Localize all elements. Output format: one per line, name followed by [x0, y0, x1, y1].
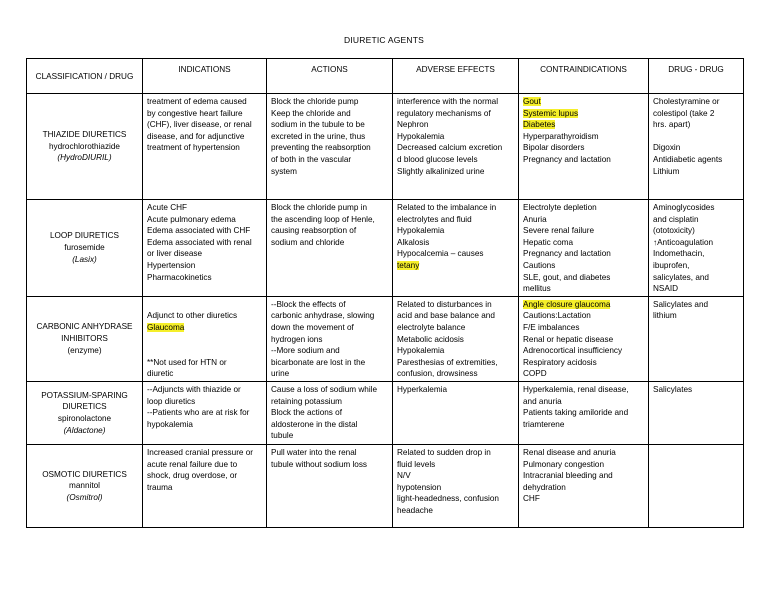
cell-line: Salicylates [653, 384, 693, 394]
adverse-effects-cell [393, 94, 519, 200]
cell-line: tubule without sodium loss [271, 459, 368, 469]
brand-name: (HydroDIURIL) [57, 153, 112, 163]
cell-line: mellitus [523, 284, 551, 294]
cell-line: Hepatic coma [523, 237, 574, 247]
indications-cell [143, 296, 267, 381]
cell-line: Anuria [523, 214, 547, 224]
cell-line: Metabolic acidosis [397, 334, 464, 344]
cell-line: Adrenocortical insufficiency [523, 346, 623, 356]
cell-line: triamterene [523, 419, 565, 429]
cell-line: (CHF), liver disease, or renal [147, 120, 252, 130]
adverse-effects-cell [393, 381, 519, 444]
cell-line: Respiratory acidosis [523, 357, 597, 367]
cell-line: headache [397, 505, 433, 515]
cell-line: NSAID [653, 284, 679, 294]
cell-line: Severe renal failure [523, 226, 594, 236]
contraindications-cell [519, 381, 649, 444]
highlighted-text: Glaucoma [147, 322, 185, 332]
header-actions: ACTIONS [267, 59, 393, 94]
cell-line: Edema associated with renal [147, 237, 252, 247]
actions-cell [267, 296, 393, 381]
cell-line: Edema associated with CHF [147, 226, 251, 236]
cell-line: F/E imbalances [523, 322, 580, 332]
cell-line: **Not used for HTN or [147, 357, 227, 367]
classification-name: OSMOTIC DIURETICS [42, 469, 127, 479]
cell-line: Hypokalemia [397, 131, 445, 141]
cell-line: light-headedness, confusion [397, 494, 499, 504]
cell-line: down the movement of [271, 322, 354, 332]
adverse-effects-cell [393, 444, 519, 527]
cell-line: loop diuretics [147, 396, 196, 406]
classification-cell [27, 381, 143, 444]
cell-line: Hypokalemia [397, 346, 445, 356]
drug-name: hydrochlorothiazide [48, 141, 120, 151]
drug-name: mannitol [69, 481, 100, 491]
cell-line: acute renal failure due to [147, 459, 238, 469]
cell-line: Block the chloride pump [271, 97, 359, 106]
cell-line: tubule [271, 431, 294, 441]
drug-name: (enzyme) [67, 345, 102, 355]
cell-line: by congestive heart failure [147, 108, 243, 118]
cell-line: Hyperkalemia, renal disease, [523, 384, 629, 394]
cell-line: ibuprofen, [653, 260, 690, 270]
actions-cell [267, 200, 393, 297]
cell-line: Slightly alkalinized urine [397, 166, 485, 176]
adverse-effects-cell [393, 296, 519, 381]
cell-line: treatment of edema caused [147, 97, 247, 106]
adverse-effects-cell [393, 200, 519, 297]
cell-line: urine [271, 369, 290, 379]
cell-line: or liver disease [147, 249, 203, 259]
highlighted-text: Systemic lupus [523, 108, 579, 118]
highlighted-text: Angle closure glaucoma [523, 299, 611, 309]
cell-line: Renal or hepatic disease [523, 334, 614, 344]
cell-line: disease, and for adjunctive [147, 131, 245, 141]
cell-line: Aminoglycosides [653, 203, 715, 212]
actions-cell [267, 381, 393, 444]
cell-line: Hyperkalemia [397, 384, 448, 394]
cell-line: salicylates, and [653, 272, 709, 282]
cell-line: Pregnancy and lactation [523, 249, 611, 259]
contraindications-cell [519, 94, 649, 200]
cell-line: Cholestyramine or [653, 97, 720, 106]
blank-line [147, 345, 262, 357]
cell-line: hrs. apart) [653, 120, 691, 130]
cell-line: Acute CHF [147, 203, 188, 212]
actions-cell [267, 444, 393, 527]
classification-cell [27, 200, 143, 297]
header-adverse-effects: ADVERSE EFFECTS [393, 59, 519, 94]
cell-line: Adjunct to other diuretics [147, 311, 238, 321]
cell-line: Indomethacin, [653, 249, 705, 259]
header-row [27, 59, 744, 94]
cell-line: Related to the imbalance in [397, 203, 497, 212]
cell-line: --Block the effects of [271, 299, 346, 309]
classification-name-cont: INHIBITORS [61, 334, 108, 344]
table-row [27, 94, 744, 200]
drug-name: spironolactone [57, 413, 112, 423]
cell-line: Related to sudden drop in [397, 447, 491, 457]
cell-line: Nephron [397, 120, 429, 130]
cell-line: shock, drug overdose, or [147, 471, 238, 481]
cell-line: confusion, drowsiness [397, 369, 478, 379]
cell-line: treatment of hypertension [147, 143, 240, 153]
contraindications-cell [519, 200, 649, 297]
classification-name: THIAZIDE DIURETICS [42, 130, 127, 140]
indications-cell [143, 94, 267, 200]
cell-line: --Adjuncts with thiazide or [147, 384, 241, 394]
cell-line: acid and base balance and [397, 311, 495, 321]
cell-line: Decreased calcium excretion [397, 143, 503, 153]
cell-line: Keep the chloride and [271, 108, 351, 118]
blank-line [147, 334, 262, 346]
page-title: DIURETIC AGENTS [344, 35, 424, 45]
table-row [27, 296, 744, 381]
highlighted-text: Diabetes [523, 120, 556, 130]
cell-line: Increased cranial pressure or [147, 447, 254, 457]
cell-line: hypokalemia [147, 419, 193, 429]
classification-cell [27, 94, 143, 200]
drug-name: furosemide [64, 243, 105, 253]
cell-line: Pulmonary congestion [523, 459, 605, 469]
cell-line: Related to disturbances in [397, 299, 492, 309]
cell-line: Pull water into the renal [271, 447, 357, 457]
cell-line: Hypokalemia [397, 226, 445, 236]
cell-line: Patients taking amiloride and [523, 408, 629, 418]
cell-line: carbonic anhydrase, slowing [271, 311, 375, 321]
cell-line: causing reabsorption of [271, 226, 357, 236]
cell-line: Paresthesias of extremities, [397, 357, 498, 367]
blank-line [653, 131, 739, 143]
cell-line: Acute pulmonary edema [147, 214, 236, 224]
cell-line: dehydration [523, 482, 566, 492]
drug-drug-cell [649, 381, 744, 444]
drug-drug-cell [649, 296, 744, 381]
cell-line: --More sodium and [271, 346, 340, 356]
cell-line: sodium in the tubule to be [271, 120, 365, 130]
cell-line: fluid levels [397, 459, 436, 469]
cell-line: SLE, gout, and diabetes [523, 272, 611, 282]
cell-line: --Patients who are at risk for [147, 408, 250, 418]
cell-line: CHF [523, 494, 540, 504]
cell-line: diuretic [147, 369, 174, 379]
cell-line: system [271, 166, 297, 176]
cell-line: Antidiabetic agents [653, 154, 723, 164]
cell-line: excreted in the urine, thus [271, 131, 366, 141]
cell-line: preventing the reabsorption [271, 143, 371, 153]
contraindications-cell [519, 296, 649, 381]
cell-line: and cisplatin [653, 214, 699, 224]
cell-line: Pregnancy and lactation [523, 154, 611, 164]
cell-line: Alkalosis [397, 237, 430, 247]
cell-line: of both in the vascular [271, 154, 352, 164]
actions-cell [267, 94, 393, 200]
indications-cell [143, 381, 267, 444]
cell-line: Cautions:Lactation [523, 311, 591, 321]
cell-line: colestipol (take 2 [653, 108, 715, 118]
cell-line: ↑Anticoagulation [653, 237, 714, 247]
cell-line: d blood glucose levels [397, 154, 478, 164]
cell-line: interference with the normal [397, 97, 499, 106]
diuretics-table [26, 58, 744, 528]
cell-line: Hypertension [147, 260, 196, 270]
indications-cell [143, 200, 267, 297]
cell-line: Bipolar disorders [523, 143, 585, 153]
cell-line: the ascending loop of Henle, [271, 214, 375, 224]
cell-line: trauma [147, 482, 173, 492]
cell-line: Lithium [653, 166, 680, 176]
drug-drug-cell [649, 444, 744, 527]
table-row [27, 200, 744, 297]
header-drug-drug: DRUG - DRUG [649, 59, 744, 94]
classification-name: LOOP DIURETICS [49, 231, 119, 241]
contraindications-cell [519, 444, 649, 527]
cell-line: retaining potassium [271, 396, 342, 406]
cell-line: Block the chloride pump in [271, 203, 368, 212]
table-row [27, 381, 744, 444]
highlighted-text: tetany [397, 260, 420, 270]
cell-line: lithium [653, 311, 677, 321]
cell-line: Cause a loss of sodium while [271, 384, 378, 394]
cell-line: Hypocalcemia – causes [397, 249, 484, 259]
cell-line: hydrogen ions [271, 334, 323, 344]
brand-name: (Aldactone) [63, 425, 106, 435]
indications-cell [143, 444, 267, 527]
cell-line: electrolytes and fluid [397, 214, 472, 224]
cell-line: electrolyte balance [397, 322, 466, 332]
header-indications: INDICATIONS [143, 59, 267, 94]
header-classification: CLASSIFICATION / DRUG [27, 59, 143, 94]
header-contraindications: CONTRAINDICATIONS [519, 59, 649, 94]
classification-name: POTASSIUM-SPARING [41, 390, 128, 400]
cell-line: aldosterone in the distal [271, 419, 358, 429]
classification-cell [27, 444, 143, 527]
brand-name: (Osmitrol) [66, 492, 103, 502]
cell-line: Intracranial bleeding and [523, 471, 613, 481]
cell-line: regulatory mechanisms of [397, 108, 491, 118]
cell-line: COPD [523, 369, 547, 379]
cell-line: and anuria [523, 396, 562, 406]
cell-line: N/V [397, 471, 411, 481]
cell-line: Pharmacokinetics [147, 272, 212, 282]
cell-line: Cautions [523, 260, 556, 270]
cell-line: Hyperparathyroidism [523, 131, 599, 141]
cell-line: (ototoxicity) [653, 226, 695, 236]
cell-line: Salicylates and [653, 299, 709, 309]
cell-line: hypotension [397, 482, 442, 492]
classification-name-cont: DIURETICS [62, 402, 107, 412]
highlighted-text: Gout [523, 97, 541, 106]
cell-line: sodium and chloride [271, 237, 345, 247]
classification-name: CARBONIC ANHYDRASE [36, 322, 133, 332]
cell-line: bicarbonate are lost in the [271, 357, 366, 367]
cell-line: Block the actions of [271, 408, 342, 418]
drug-drug-cell [649, 94, 744, 200]
drug-drug-cell [649, 200, 744, 297]
cell-line: Digoxin [653, 143, 681, 153]
table-row [27, 444, 744, 527]
brand-name: (Lasix) [72, 254, 97, 264]
cell-line: Electrolyte depletion [523, 203, 597, 212]
cell-line: Renal disease and anuria [523, 447, 616, 457]
classification-cell [27, 296, 143, 381]
blank-line [147, 299, 262, 311]
